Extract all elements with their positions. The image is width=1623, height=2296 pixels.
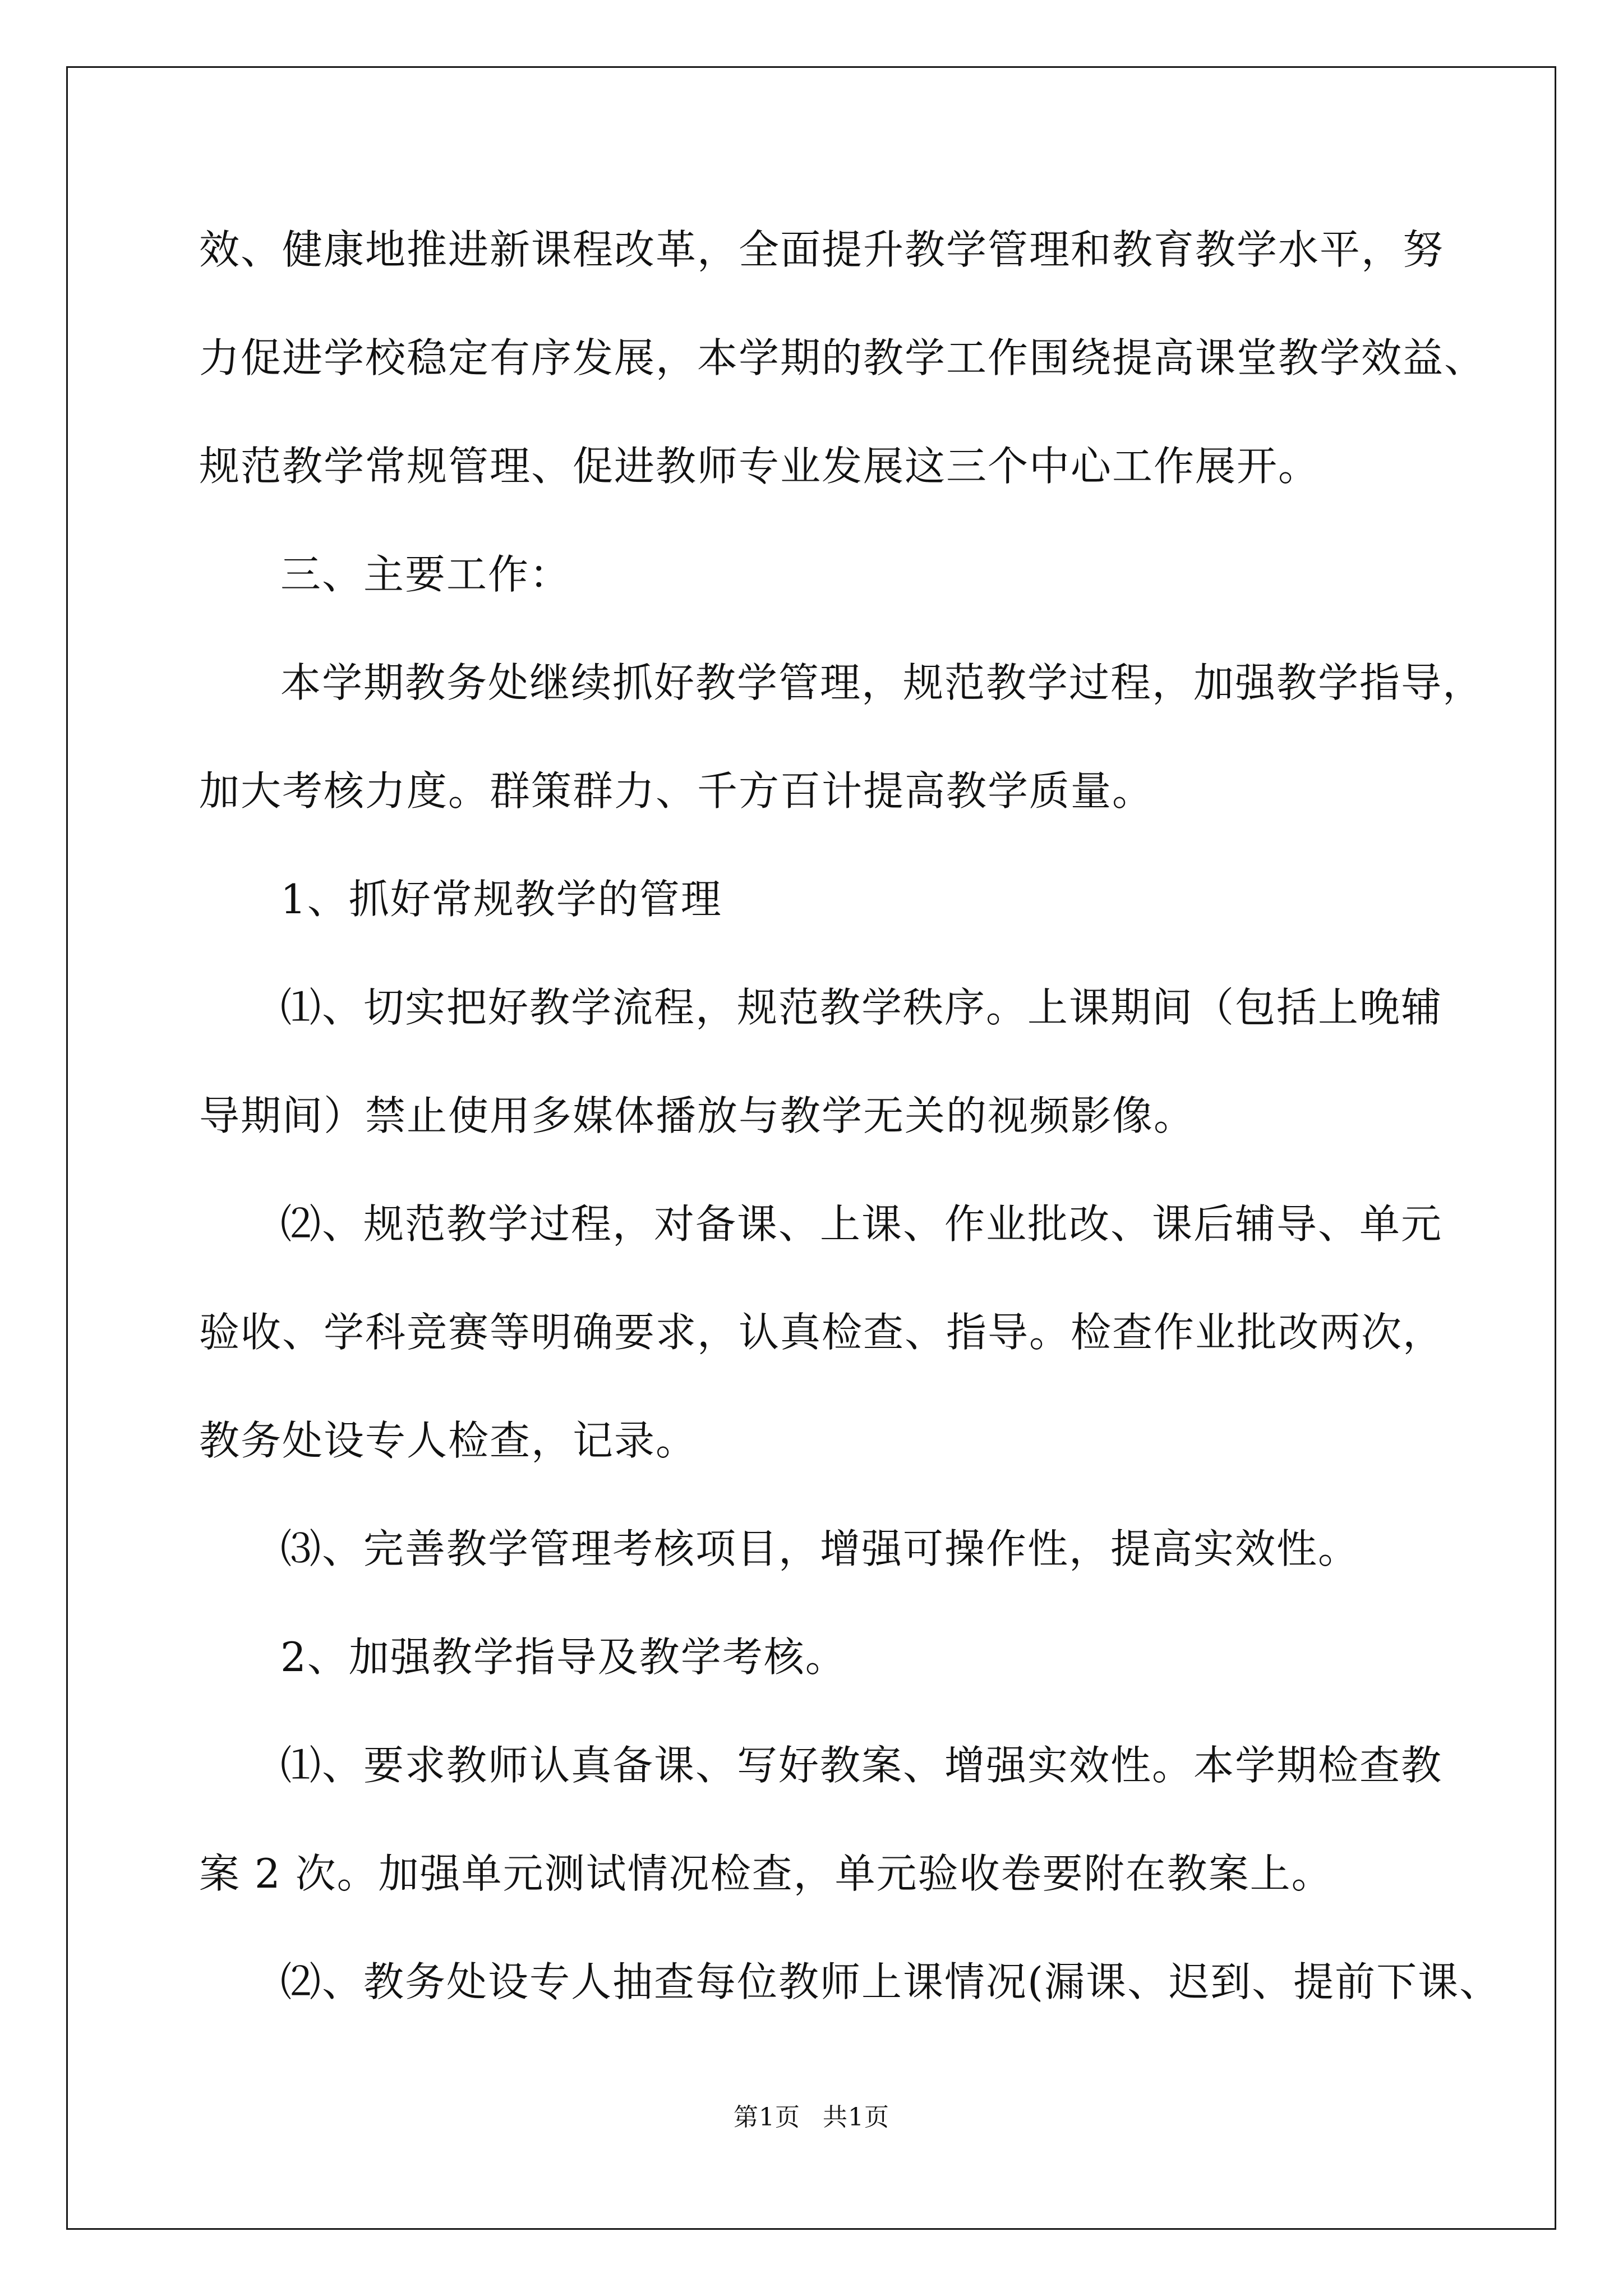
text-line: 加大考核力度。群策群力、千方百计提高教学质量。 bbox=[199, 767, 1154, 815]
paragraph-start: 本学期教务处继续抓好教学管理，规范教学过程，加强教学指导， bbox=[280, 659, 1484, 706]
text-line: 效、健康地推进新课程改革，全面提升教学管理和教育教学水平，努 bbox=[199, 226, 1445, 273]
section-heading: 三、主要工作： bbox=[280, 551, 571, 598]
text-line: 规范教学常规管理、促进教师专业发展这三个中心工作展开。 bbox=[199, 443, 1320, 490]
text-line: 验收、学科竞赛等明确要求，认真检查、指导。检查作业批改两次， bbox=[199, 1309, 1445, 1356]
text-line: 教务处设专人检查，记录。 bbox=[199, 1417, 698, 1464]
subsection-heading: 1、抓好常规教学的管理 bbox=[280, 876, 722, 923]
page-number: 第1页 bbox=[734, 2103, 800, 2132]
text-line: 导期间）禁止使用多媒体播放与教学无关的视频影像。 bbox=[199, 1092, 1196, 1139]
paragraph-start: ⑶、完善教学管理考核项目，增强可操作性，提高实效性。 bbox=[280, 1525, 1360, 1572]
text-line: 力促进学校稳定有序发展，本学期的教学工作围绕提高课堂教学效益、 bbox=[199, 334, 1486, 381]
paragraph-start: ⑴、切实把好教学流程，规范教学秩序。上课期间（包括上晚辅 bbox=[280, 984, 1443, 1031]
page-total: 共1页 bbox=[823, 2103, 889, 2132]
paragraph-start: ⑵、教务处设专人抽查每位教师上课情况(漏课、迟到、提前下课、 bbox=[280, 1958, 1501, 2005]
paragraph-start: ⑵、规范教学过程，对备课、上课、作业批改、课后辅导、单元 bbox=[280, 1200, 1443, 1248]
page-footer bbox=[0, 2101, 1623, 2134]
paragraph-start: ⑴、要求教师认真备课、写好教案、增强实效性。本学期检查教 bbox=[280, 1742, 1443, 1789]
subsection-heading: 2、加强教学指导及教学考核。 bbox=[280, 1634, 847, 1681]
document-body bbox=[199, 216, 1501, 2056]
text-line: 案 2 次。加强单元测试情况检查，单元验收卷要附在教案上。 bbox=[199, 1850, 1333, 1897]
